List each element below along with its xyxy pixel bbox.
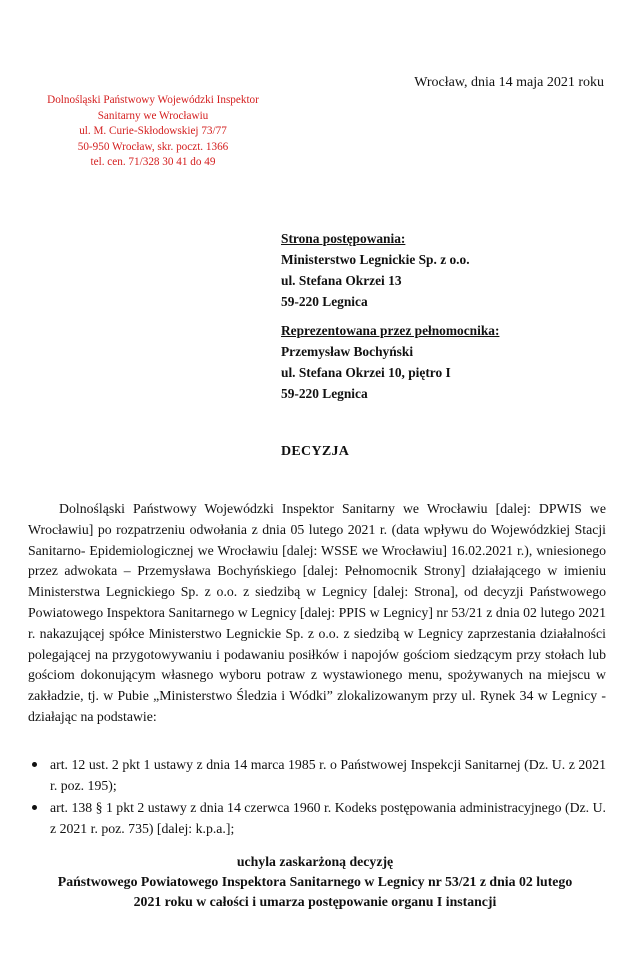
list-item: art. 12 ust. 2 pkt 1 ustawy z dnia 14 marca 1985 r. o Państwowej Inspekcji Sanitarnej (Dz. U. z 2021 r. poz. 195);: [28, 754, 606, 796]
sender-line: tel. cen. 71/328 30 41 do 49: [90, 156, 216, 168]
sender-line: 50-950 Wrocław, skr. poczt. 1366: [77, 140, 229, 153]
decision-line: 2021 roku w całości i umarza postępowanie organu I instancji: [133, 894, 497, 909]
representative-line: Przemysław Bochyński: [281, 344, 414, 359]
sender-line: Sanitarny we Wrocławiu: [97, 109, 209, 122]
party-line: ul. Stefana Okrzei 13: [281, 273, 402, 288]
sender-line: ul. M. Curie-Skłodowskiej 73/77: [79, 125, 227, 137]
decision-block: [0, 852, 630, 912]
party-line: Ministerstwo Legnickie Sp. z o.o.: [281, 252, 470, 267]
representative-heading: Reprezentowana przez pełnomocnika:: [281, 323, 500, 338]
date-line: Wrocław, dnia 14 maja 2021 roku: [414, 75, 604, 90]
party-heading: Strona postępowania:: [281, 231, 406, 246]
legal-basis-list: [28, 754, 606, 840]
list-item: art. 138 § 1 pkt 2 ustawy z dnia 14 czerwca 1960 r. Kodeks postępowania administracyjnego (Dz. U. z 2021 r. poz. 735) [dalej: k.p.a.];: [28, 797, 606, 839]
decision-line: uchyla zaskarżoną decyzję: [236, 854, 394, 869]
document-title: DECYZJA: [281, 444, 350, 459]
sender-stamp: [28, 93, 278, 171]
representative-line: ul. Stefana Okrzei 10, piętro I: [281, 365, 451, 380]
party-line: 59-220 Legnica: [281, 294, 368, 309]
representative-line: 59-220 Legnica: [281, 386, 368, 401]
decision-line: Państwowego Powiatowego Inspektora Sanitarnego w Legnicy nr 53/21 z dnia 02 lutego: [57, 874, 573, 889]
body-paragraph: Dolnośląski Państwowy Wojewódzki Inspektor Sanitarny we Wrocławiu [dalej: DPWIS we Wrocławiu] po rozpatrzeniu odwołania z dnia 05 lutego 2021 r. (data wpływu do Wojewódzkiej Stacji Sanitarno- Epidemiologicznej we Wrocławiu [dalej: WSSE we Wrocławiu] 16.02.2021 r.), wniesionego przez adwokata – Przemysława Bochyńskiego [dalej: Pełnomocnik Strony] działającego w imieniu Ministerstwa Legnickiego Sp. z o.o. z siedzibą w Legnicy [dalej: Strona], od decyzji Państwowego Powiatowego Inspektora Sanitarnego w Legnicy [dalej: PPIS w Legnicy] nr 53/21 z dnia 02 lutego 2021 r. nakazującej spółce Ministerstwo Legnickie Sp. z o.o. z siedzibą w Legnicy zaprzestania działalności polegającej na przygotowywaniu i podawaniu posiłków i napojów gościom siedzącym przy stołach lub gościom dokonującym własnego wyboru potraw z wystawionego menu, spożywanych na miejscu w zakładzie, tj. w Pubie „Ministerstwo Śledzia i Wódki” zlokalizowanym przy ul. Rynek 34 w Legnicy - działając na podstawie:: [28, 501, 606, 724]
sender-line: Dolnośląski Państwowy Wojewódzki Inspektor: [47, 94, 259, 106]
recipient-block: [281, 228, 499, 404]
